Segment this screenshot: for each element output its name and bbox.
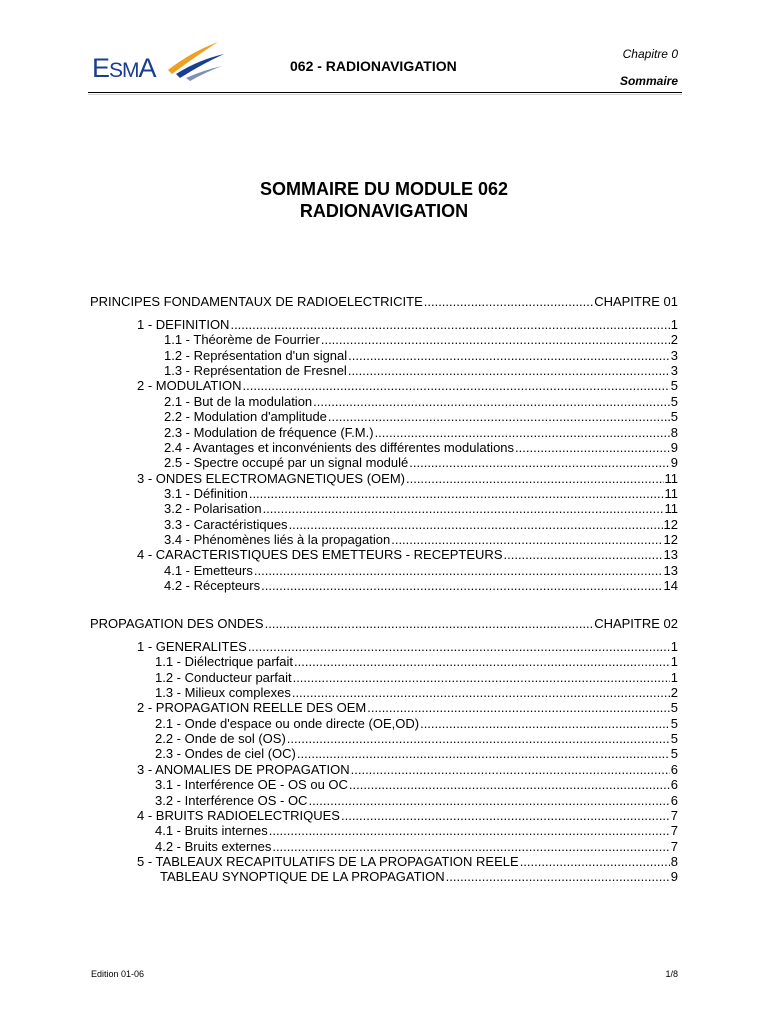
toc-entry-page: 7 xyxy=(670,823,678,838)
toc-entry-label: 4.2 - Bruits externes xyxy=(155,839,272,854)
toc-entry-page: 5 xyxy=(670,746,678,761)
toc-dot-leader xyxy=(269,823,670,838)
toc-entry-label: 4 - BRUITS RADIOELECTRIQUES xyxy=(137,808,340,823)
toc-entry-page: 13 xyxy=(663,563,678,578)
toc-entry-label: TABLEAU SYNOPTIQUE DE LA PROPAGATION xyxy=(160,869,445,884)
toc-dot-leader xyxy=(261,578,662,593)
toc-entry-label: 2.2 - Modulation d'amplitude xyxy=(164,409,327,424)
toc-entry-label: 4.1 - Bruits internes xyxy=(155,823,268,838)
toc-entry xyxy=(164,532,678,547)
toc-dot-leader xyxy=(348,363,670,378)
toc-dot-leader xyxy=(254,563,663,578)
toc-entry-page: 9 xyxy=(670,440,678,455)
toc-entry xyxy=(137,700,678,715)
toc-dot-leader xyxy=(406,471,664,486)
toc-entry-label: 1.2 - Conducteur parfait xyxy=(155,670,292,685)
toc-entry-page: 6 xyxy=(670,793,678,808)
toc-entry-label: 1.3 - Milieux complexes xyxy=(155,685,291,700)
toc-entry-label: 2.5 - Spectre occupé par un signal modulé xyxy=(164,455,409,470)
toc-entry xyxy=(164,409,678,424)
page-number: 1/8 xyxy=(665,969,678,979)
toc-entry-label: 4.2 - Récepteurs xyxy=(164,578,261,593)
toc-entry-page: 11 xyxy=(664,501,678,516)
toc-entry-label: 2.3 - Modulation de fréquence (F.M.) xyxy=(164,425,374,440)
toc-dot-leader xyxy=(328,409,670,424)
toc-entry-label: 1.1 - Théorème de Fourrier xyxy=(164,332,320,347)
toc-dot-leader xyxy=(230,317,669,332)
toc-dot-leader xyxy=(391,532,662,547)
toc-entry xyxy=(155,685,678,700)
toc-entry-page: 1 xyxy=(670,670,678,685)
toc-dot-leader xyxy=(341,808,670,823)
toc-entry-page: 5 xyxy=(670,394,678,409)
toc-dot-leader xyxy=(294,654,670,669)
toc-entry xyxy=(164,517,678,532)
toc-entry xyxy=(164,440,678,455)
toc-entry xyxy=(137,378,678,393)
toc-entry-page: 6 xyxy=(670,762,678,777)
toc-entry xyxy=(160,869,678,884)
toc-entry-label: 2.4 - Avantages et inconvénients des différentes modulations xyxy=(164,440,515,455)
toc-entry-page: 1 xyxy=(670,639,678,654)
toc-entry-page: 2 xyxy=(670,685,678,700)
toc-entry-page: 6 xyxy=(670,777,678,792)
toc-entry xyxy=(164,486,678,501)
toc-entry-label: 3.3 - Caractéristiques xyxy=(164,517,288,532)
logo-text: ESMA xyxy=(92,53,156,83)
toc-entry-label: 1 - DEFINITION xyxy=(137,317,230,332)
toc-entry-label: PROPAGATION DES ONDES xyxy=(90,616,264,631)
toc-entry-page: 9 xyxy=(670,455,678,470)
toc-dot-leader xyxy=(289,517,663,532)
toc-entry-page: 5 xyxy=(670,716,678,731)
toc-entry xyxy=(155,654,678,669)
logo-swoosh-icon xyxy=(166,40,226,82)
toc-entry-page: 14 xyxy=(663,578,678,593)
toc-entry xyxy=(164,501,678,516)
toc-entry-label: 3.2 - Interférence OS - OC xyxy=(155,793,308,808)
toc-entry-page: 3 xyxy=(670,363,678,378)
toc-entry-page: 7 xyxy=(670,808,678,823)
toc-entry-label: 5 - TABLEAUX RECAPITULATIFS DE LA PROPAGATION REELE xyxy=(137,854,519,869)
toc-entry-page: 8 xyxy=(670,854,678,869)
toc-entry-page: 9 xyxy=(670,869,678,884)
toc-entry xyxy=(155,777,678,792)
toc-entry-page: 11 xyxy=(664,471,678,486)
toc-entry-label: 3.1 - Interférence OE - OS ou OC xyxy=(155,777,348,792)
toc-entry xyxy=(137,471,678,486)
toc-entry-page: 12 xyxy=(663,532,678,547)
toc-entry xyxy=(137,854,678,869)
toc-entry-page: 7 xyxy=(670,839,678,854)
toc-entry-page: 5 xyxy=(670,409,678,424)
toc-entry-page: 8 xyxy=(670,425,678,440)
toc-dot-leader xyxy=(263,501,664,516)
toc-entry-page: CHAPITRE 01 xyxy=(594,294,678,309)
toc-entry xyxy=(164,578,678,593)
toc-dot-leader xyxy=(504,547,663,562)
toc-dot-leader xyxy=(272,839,669,854)
toc-dot-leader xyxy=(313,394,670,409)
toc-entry xyxy=(137,317,678,332)
toc-dot-leader xyxy=(348,348,670,363)
toc-dot-leader xyxy=(321,332,670,347)
toc-dot-leader xyxy=(420,716,670,731)
toc-dot-leader xyxy=(243,378,670,393)
toc-entry xyxy=(155,731,678,746)
toc-entry-label: 2 - MODULATION xyxy=(137,378,242,393)
toc-entry-label: PRINCIPES FONDAMENTAUX DE RADIOELECTRICITE xyxy=(90,294,423,309)
toc-dot-leader xyxy=(308,793,669,808)
toc-entry xyxy=(155,746,678,761)
toc-entry xyxy=(164,332,678,347)
toc-entry-page: 12 xyxy=(663,517,678,532)
toc-entry xyxy=(155,839,678,854)
toc-dot-leader xyxy=(293,670,670,685)
toc-dot-leader xyxy=(351,762,670,777)
toc-dot-leader xyxy=(446,869,670,884)
toc-entry xyxy=(137,547,678,562)
toc-entry-page: 1 xyxy=(670,654,678,669)
toc-dot-leader xyxy=(375,425,670,440)
toc-entry xyxy=(90,616,678,631)
toc-entry-page: 3 xyxy=(670,348,678,363)
edition-label: Edition 01-06 xyxy=(91,969,145,979)
toc-dot-leader xyxy=(515,440,670,455)
toc-entry xyxy=(90,294,678,309)
toc-dot-leader xyxy=(287,731,670,746)
toc-entry-label: 4 - CARACTERISTIQUES DES EMETTEURS - RECEPTEURS xyxy=(137,547,503,562)
toc-entry-label: 3.1 - Définition xyxy=(164,486,248,501)
toc-entry xyxy=(155,670,678,685)
toc-dot-leader xyxy=(424,294,593,309)
toc-entry-page: 1 xyxy=(670,317,678,332)
toc-entry-page: 2 xyxy=(670,332,678,347)
toc-entry xyxy=(164,455,678,470)
toc-entry-label: 1.2 - Représentation d'un signal xyxy=(164,348,348,363)
toc-entry-label: 1.3 - Représentation de Fresnel xyxy=(164,363,347,378)
toc-entry xyxy=(164,425,678,440)
chapter-label: Chapitre 0 xyxy=(622,47,678,61)
toc-entry-page: 5 xyxy=(670,700,678,715)
toc-dot-leader xyxy=(248,639,670,654)
toc-entry-page: 5 xyxy=(670,731,678,746)
toc-entry-label: 2.1 - But de la modulation xyxy=(164,394,313,409)
toc-entry-label: 2.1 - Onde d'espace ou onde directe (OE,OD) xyxy=(155,716,420,731)
toc-dot-leader xyxy=(520,854,670,869)
toc-entry-label: 2 - PROPAGATION REELLE DES OEM xyxy=(137,700,367,715)
toc-entry-label: 3.4 - Phénomènes liés à la propagation xyxy=(164,532,391,547)
toc-dot-leader xyxy=(265,616,594,631)
toc-entry xyxy=(155,823,678,838)
toc-entry-label: 3.2 - Polarisation xyxy=(164,501,262,516)
toc-entry xyxy=(164,394,678,409)
toc-entry-label: 1 - GENERALITES xyxy=(137,639,247,654)
toc-dot-leader xyxy=(349,777,670,792)
toc-dot-leader xyxy=(297,746,670,761)
page-title-line1: SOMMAIRE DU MODULE 062 xyxy=(259,179,509,199)
toc-entry-page: 5 xyxy=(670,378,678,393)
toc-entry xyxy=(137,808,678,823)
toc-entry xyxy=(137,639,678,654)
toc-entry-label: 2.2 - Onde de sol (OS) xyxy=(155,731,286,746)
toc-entry xyxy=(137,762,678,777)
toc-entry-page: CHAPITRE 02 xyxy=(594,616,678,631)
toc-dot-leader xyxy=(292,685,670,700)
toc-dot-leader xyxy=(409,455,670,470)
toc-entry-page: 13 xyxy=(663,547,678,562)
toc-entry-label: 3 - ONDES ELECTROMAGNETIQUES (OEM) xyxy=(137,471,405,486)
section-label: Sommaire xyxy=(619,74,678,88)
header-divider xyxy=(88,92,682,93)
page-title-line2: RADIONAVIGATION xyxy=(299,201,469,221)
toc-entry-label: 1.1 - Diélectrique parfait xyxy=(155,654,294,669)
header-divider-shade xyxy=(88,94,682,95)
toc-dot-leader xyxy=(367,700,670,715)
toc-entry-label: 4.1 - Emetteurs xyxy=(164,563,253,578)
toc-entry xyxy=(164,348,678,363)
toc-entry-page: 11 xyxy=(664,486,678,501)
toc-entry xyxy=(164,563,678,578)
toc-entry xyxy=(164,363,678,378)
toc-entry xyxy=(155,793,678,808)
toc-entry-label: 3 - ANOMALIES DE PROPAGATION xyxy=(137,762,350,777)
module-title: 062 - RADIONAVIGATION xyxy=(290,58,457,74)
esma-logo xyxy=(92,40,232,90)
toc-entry xyxy=(155,716,678,731)
toc-entry-label: 2.3 - Ondes de ciel (OC) xyxy=(155,746,296,761)
toc-dot-leader xyxy=(249,486,664,501)
